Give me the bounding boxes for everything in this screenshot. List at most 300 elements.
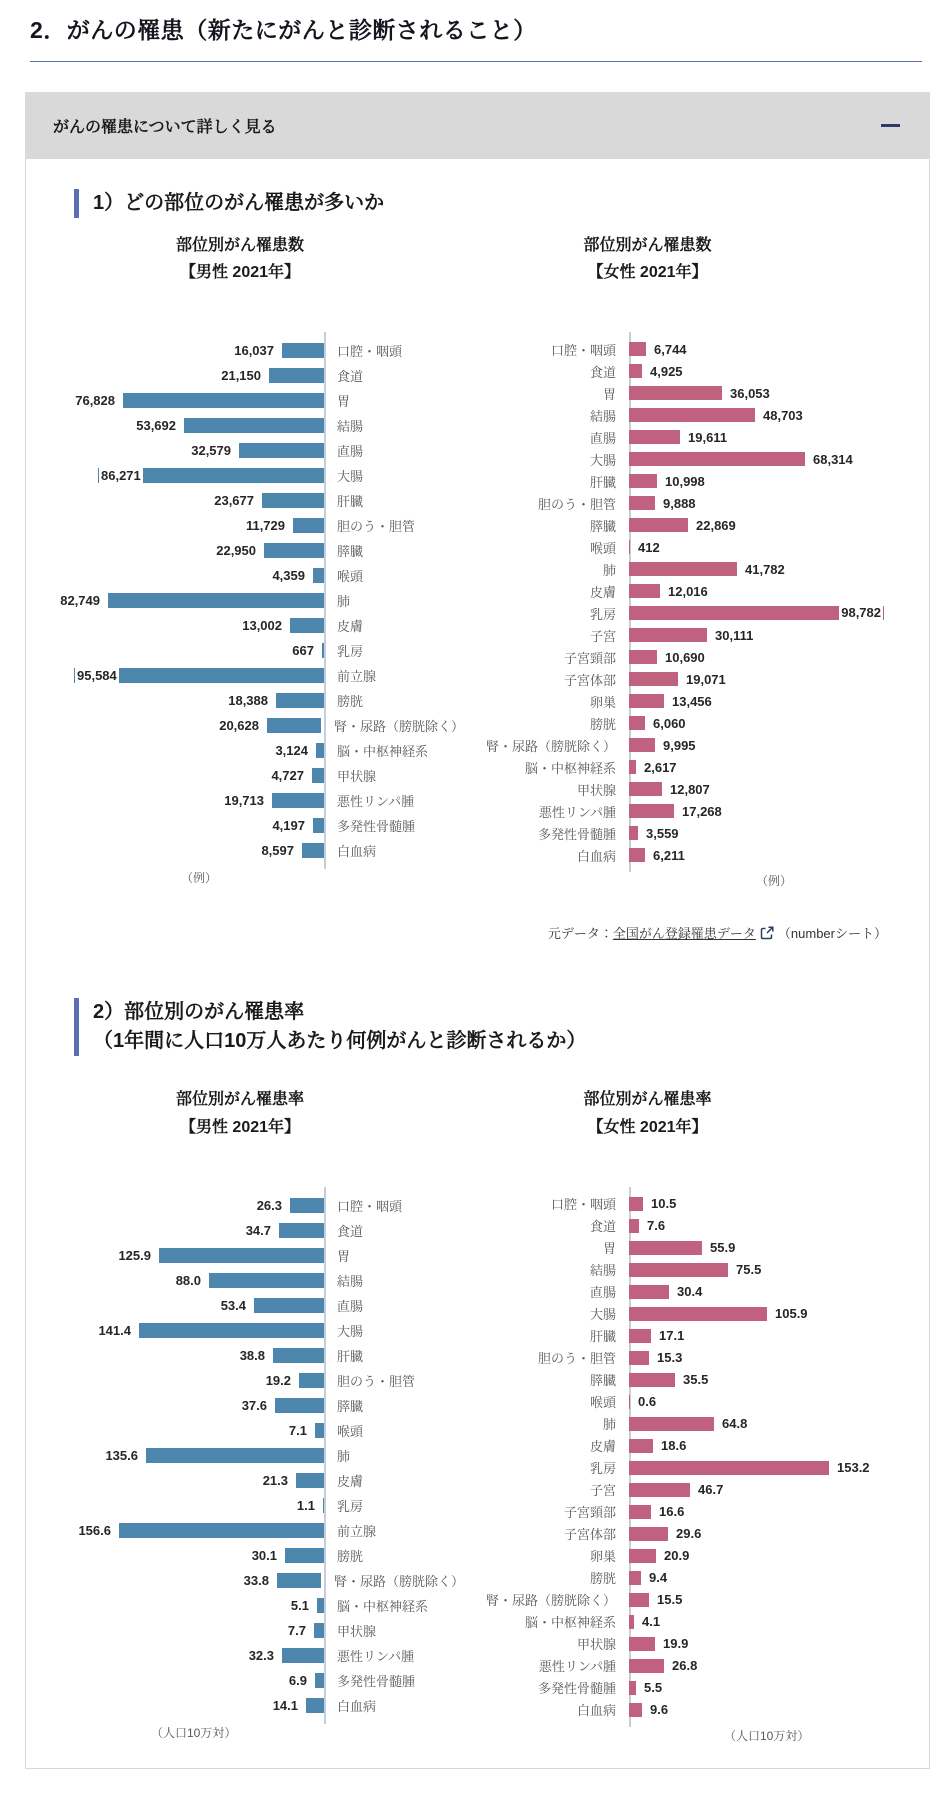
bar-row (56, 688, 464, 713)
bar-plot-zone (56, 718, 321, 733)
bar-plot-zone (56, 1598, 324, 1613)
bar-category-label: 食道 (337, 369, 364, 385)
bar-category-label: 膀胱 (337, 1548, 364, 1564)
bar-category-label: 白血病 (576, 1703, 616, 1719)
bar-plot-zone (629, 782, 710, 797)
bar-category-label: 肝臓 (589, 1329, 616, 1345)
bar-plot-zone (56, 1573, 321, 1588)
bar-value-label: 95,584 (77, 667, 117, 683)
bar-category-label: 胃 (602, 386, 616, 402)
bar-row (56, 1668, 464, 1693)
bar-row (56, 1618, 464, 1643)
bar-category-label: 喉頭 (589, 1395, 616, 1411)
bar-value-label: 156.6 (78, 1522, 111, 1538)
bar (275, 1398, 324, 1413)
bar-row (464, 1325, 901, 1347)
bar-category-label: 大腸 (337, 1323, 364, 1339)
female-rate-chart-title (464, 1086, 901, 1140)
bar-category-label: 肝臓 (337, 494, 364, 510)
bar (629, 1483, 690, 1497)
bar-row (56, 1693, 464, 1718)
bar-category-label: 口腔・咽頭 (337, 344, 403, 360)
bar-plot-zone (629, 364, 683, 379)
bar-value-label: 4,359 (272, 568, 305, 584)
bar-row (56, 1218, 464, 1243)
bar-category-label: 大腸 (589, 452, 616, 468)
collapse-minus-icon[interactable] (881, 124, 900, 127)
bar (629, 1461, 829, 1475)
bar-plot-zone (629, 386, 770, 401)
bar-plot-zone (56, 468, 324, 483)
bar-plot-zone (629, 1636, 688, 1651)
bar-category-label: 悪性リンパ腫 (337, 1648, 415, 1664)
bar-row (56, 338, 464, 363)
bar-row (56, 388, 464, 413)
bar-category-label: 喉頭 (337, 1423, 364, 1439)
count-charts-grid (56, 232, 901, 889)
bar-row (464, 734, 901, 756)
bar-value-label: 4,197 (272, 818, 305, 834)
bar-row (464, 360, 901, 382)
bar (629, 1615, 634, 1629)
bar (302, 843, 324, 858)
bar (629, 540, 630, 554)
bar-plot-zone (629, 694, 712, 709)
bar-value-label: 33.8 (243, 1572, 269, 1588)
bar-plot-zone (56, 1523, 324, 1538)
bar-value-label: 53,692 (136, 418, 176, 434)
chart-female-rate (464, 1193, 901, 1721)
bar-row (464, 426, 901, 448)
bar-plot-zone (56, 1498, 324, 1513)
bar-value-label: 6,060 (653, 715, 686, 731)
bar-value-label: 8,597 (261, 843, 294, 859)
bar-row (464, 778, 901, 800)
bar-category-label: 肝臓 (589, 474, 616, 490)
bar (629, 1637, 655, 1651)
bar-plot-zone (629, 1680, 662, 1695)
bar (629, 496, 655, 510)
bar-category-label: 結腸 (337, 1273, 364, 1289)
bar-value-label: 9,888 (663, 495, 696, 511)
bar-row (464, 1457, 901, 1479)
male-rate-column (56, 1086, 464, 1743)
bar-value-label: 6,211 (653, 847, 685, 863)
bar-value-label: 26.3 (256, 1197, 282, 1213)
bar-value-label: 3,559 (646, 825, 679, 841)
bar-value-label: 14.1 (272, 1697, 298, 1713)
bar-plot-zone (629, 650, 705, 665)
bar-row (56, 488, 464, 513)
rate-charts-grid (56, 1086, 901, 1743)
bar-category-label: 食道 (337, 1223, 364, 1239)
bar-value-label: 10.5 (651, 1196, 677, 1212)
bar (98, 468, 324, 483)
bar-value-label: 5.1 (290, 1597, 309, 1613)
bar-value-label: 68,314 (813, 451, 853, 467)
bar-row (56, 1243, 464, 1268)
bar (629, 364, 642, 378)
bar-row (464, 1259, 901, 1281)
bar-plot-zone (629, 474, 705, 489)
bar-plot-zone (629, 1262, 761, 1277)
bar (323, 1498, 324, 1513)
bar (629, 716, 645, 730)
bar (629, 518, 688, 532)
bar-category-label: 胃 (602, 1241, 616, 1257)
bar (74, 668, 324, 683)
bar-value-label: 55.9 (710, 1240, 736, 1256)
bar-row (464, 646, 901, 668)
bar-row (56, 763, 464, 788)
bar-plot-zone (56, 818, 324, 833)
bar (629, 1219, 639, 1233)
bar-row (464, 448, 901, 470)
bar-plot-zone (629, 1306, 808, 1321)
bar-plot-zone (629, 452, 853, 467)
bar-row (56, 1193, 464, 1218)
bar-row (464, 580, 901, 602)
bar-category-label: 胆のう・胆管 (337, 519, 416, 535)
bar-value-label: 34.7 (245, 1222, 271, 1238)
bar-row (464, 1369, 901, 1391)
bar-category-label: 前立腺 (337, 669, 377, 685)
bar-value-label: 76,828 (75, 393, 115, 409)
bar-plot-zone (56, 843, 324, 858)
bar-category-label: 白血病 (576, 848, 616, 864)
bar-plot-zone (629, 1614, 660, 1629)
bar-category-label: 肺 (602, 1417, 616, 1433)
bar-row (464, 712, 901, 734)
page-title: 2．がんの罹患（新たにがんと診断されること） (30, 17, 537, 43)
bar-row (464, 1193, 901, 1215)
bar-plot-zone (56, 668, 324, 683)
bar-row (464, 558, 901, 580)
bar-value-label: 125.9 (118, 1247, 151, 1263)
bar-category-label: 多発性骨髄腫 (537, 826, 616, 842)
bar-plot-zone (629, 430, 727, 445)
bar-category-label: 脳・中枢神経系 (337, 744, 429, 760)
bar-category-label: 皮膚 (337, 619, 364, 635)
bar-plot-zone (56, 518, 324, 533)
bar-value-label: 9.6 (650, 1702, 669, 1718)
bar-category-label: 悪性リンパ腫 (538, 804, 616, 820)
bar-plot-zone (56, 1473, 324, 1488)
bar-category-label: 喉頭 (589, 540, 616, 556)
bar-value-label: 16,037 (234, 343, 274, 359)
external-link-icon (760, 926, 774, 940)
bar-row (464, 1281, 901, 1303)
bar-row (56, 1418, 464, 1443)
bar-value-label: 26.8 (672, 1658, 698, 1674)
bar-plot-zone (56, 393, 324, 408)
bar-value-label: 17.1 (659, 1328, 685, 1344)
axis-line (324, 1187, 326, 1724)
bar-row (56, 1593, 464, 1618)
bar-value-label: 17,268 (682, 803, 722, 819)
bar (629, 804, 674, 818)
bar-value-label: 20,628 (219, 718, 259, 734)
bar-value-label: 30.4 (677, 1284, 703, 1300)
bar-plot-zone (629, 540, 660, 555)
bar-row (56, 588, 464, 613)
bar (629, 606, 884, 620)
bar-value-label: 88.0 (175, 1272, 201, 1288)
bar (239, 443, 324, 458)
bar-plot-zone (629, 1284, 702, 1299)
bar-value-label: 82,749 (60, 593, 100, 609)
bar-category-label: 乳房 (337, 644, 364, 660)
bar (306, 1698, 324, 1713)
bar-row (56, 1293, 464, 1318)
bar-value-label: 18.6 (661, 1438, 687, 1454)
bar-row (56, 738, 464, 763)
bar-row (464, 1699, 901, 1721)
bar (312, 768, 324, 783)
female-rate-title-line1: 部位別がん罹患率 (583, 1091, 712, 1109)
bar-category-label: 卵巣 (589, 1549, 616, 1565)
bar-value-label: 105.9 (775, 1306, 808, 1322)
female-count-chart-title (464, 232, 901, 286)
bar (123, 393, 324, 408)
bar-category-label: 食道 (589, 1219, 616, 1235)
bar-category-label: 子宮体部 (563, 1527, 616, 1543)
bar-plot-zone (629, 672, 726, 687)
bar-row (464, 1347, 901, 1369)
bar-value-label: 7.6 (647, 1218, 666, 1234)
bar-value-label: 12,016 (668, 583, 708, 599)
bar (313, 568, 324, 583)
bar-value-label: 7.1 (288, 1422, 307, 1438)
bar-value-label: 75.5 (736, 1262, 762, 1278)
bar-value-label: 22,869 (696, 517, 736, 533)
bar-category-label: 口腔・咽頭 (550, 342, 616, 358)
bar-plot-zone (629, 1416, 747, 1431)
bar-category-label: 腎・尿路（膀胱除く） (333, 719, 464, 735)
female-count-unit-label: （例） (756, 874, 793, 889)
bar-plot-zone (629, 1658, 697, 1673)
male-count-title-line1: 部位別がん罹患数 (175, 237, 304, 254)
bar (272, 793, 324, 808)
male-rate-title-line2: 【男性 2021年】 (179, 1118, 301, 1136)
bar-plot-zone (629, 826, 679, 841)
bar-value-label: 6,744 (654, 341, 687, 357)
bar (262, 493, 324, 508)
bar (629, 628, 707, 642)
bar-value-label: 46.7 (698, 1482, 724, 1498)
male-count-chart-title (56, 232, 464, 286)
bar (629, 584, 660, 598)
bar-category-label: 甲状腺 (576, 1637, 616, 1653)
male-count-unit-label: （例） (181, 871, 218, 886)
bar-value-label: 86,271 (101, 467, 141, 483)
bar-value-label: 0.6 (638, 1394, 657, 1410)
bar (629, 430, 680, 444)
bar-category-label: 子宮頸部 (563, 650, 616, 666)
bar (629, 738, 655, 752)
bar-row (464, 800, 901, 822)
bar (282, 343, 324, 358)
bar-row (464, 338, 901, 360)
bar-value-label: 19,713 (224, 793, 264, 809)
source-link[interactable]: 全国がん登録罹患データ (612, 926, 756, 942)
female-rate-title-line2: 【女性 2021年】 (587, 1118, 708, 1136)
bar-value-label: 7.7 (287, 1622, 306, 1638)
bar (276, 693, 324, 708)
bar (285, 1548, 324, 1563)
bar (146, 1448, 324, 1463)
bar (629, 1307, 767, 1321)
bar-value-label: 35.5 (683, 1372, 709, 1388)
bar (629, 1549, 656, 1563)
bar (629, 760, 636, 774)
bar-category-label: 膵臓 (589, 1373, 616, 1389)
accordion-panel (25, 92, 930, 1769)
bar-plot-zone (56, 1373, 324, 1388)
bar-row (56, 1568, 464, 1593)
bar (254, 1298, 324, 1313)
bar-plot-zone (56, 793, 324, 808)
bar-plot-zone (629, 804, 722, 819)
bar-plot-zone (56, 1673, 324, 1688)
section2-heading (74, 998, 901, 1056)
bar-row (56, 638, 464, 663)
bar-row (56, 413, 464, 438)
bar-category-label: 胆のう・胆管 (337, 1373, 416, 1389)
bar-value-label: 15.3 (657, 1350, 683, 1366)
bar-plot-zone (56, 1273, 324, 1288)
bar-row (56, 1493, 464, 1518)
bar-value-label: 32.3 (248, 1647, 274, 1663)
bar (316, 743, 324, 758)
bar (296, 1473, 324, 1488)
bar-value-label: 19.2 (265, 1372, 291, 1388)
bar (629, 1329, 651, 1343)
bar-row (56, 1393, 464, 1418)
bar-value-label: 64.8 (722, 1416, 748, 1432)
bar-plot-zone (56, 1198, 324, 1213)
bar-category-label: 胃 (337, 394, 351, 410)
bar-category-label: 膀胱 (589, 716, 616, 732)
bar-row (464, 404, 901, 426)
bar-row (56, 838, 464, 863)
bar-row (56, 463, 464, 488)
bar (119, 1523, 324, 1538)
bar-plot-zone (56, 1248, 324, 1263)
bar-category-label: 膵臓 (589, 518, 616, 534)
bar-category-label: 乳房 (589, 1461, 616, 1477)
bar-plot-zone (56, 1698, 324, 1713)
bar (629, 1417, 714, 1431)
bar-plot-zone (629, 1218, 665, 1233)
bar-plot-zone (56, 1348, 324, 1363)
bar-category-label: 甲状腺 (337, 769, 377, 785)
bar-category-label: 肺 (337, 1448, 351, 1464)
bar-row (464, 1589, 901, 1611)
bar-row (56, 1543, 464, 1568)
bar (629, 1505, 651, 1519)
bar-value-label: 30,111 (715, 627, 754, 643)
bar-row (464, 1677, 901, 1699)
bar-value-label: 19.9 (663, 1636, 689, 1652)
bar-plot-zone (629, 408, 803, 423)
bar (629, 1241, 702, 1255)
bar (273, 1348, 324, 1363)
bar-category-label: 直腸 (337, 1298, 364, 1314)
bar-value-label: 6.9 (288, 1672, 307, 1688)
bar-row (464, 822, 901, 844)
bar-row (56, 1643, 464, 1668)
bar-value-label: 4.1 (642, 1614, 661, 1630)
bar-category-label: 胆のう・胆管 (537, 1351, 616, 1367)
bar-plot-zone (629, 1328, 684, 1343)
bar-plot-zone (56, 543, 324, 558)
bar-row (464, 668, 901, 690)
bar (159, 1248, 324, 1263)
bar-category-label: 口腔・咽頭 (550, 1197, 616, 1213)
bar (629, 562, 737, 576)
axis-line (324, 332, 326, 869)
female-rate-unit-label: （人口10万対） (724, 1728, 810, 1743)
bar-category-label: 子宮頸部 (563, 1505, 616, 1521)
bar-row (464, 382, 901, 404)
female-rate-column (464, 1086, 901, 1743)
bar (267, 718, 321, 733)
bar-value-label: 4,727 (271, 768, 304, 784)
bar-plot-zone (56, 1323, 324, 1338)
chart-male-rate (56, 1193, 464, 1718)
bar-plot-zone (56, 1548, 324, 1563)
bar (108, 593, 324, 608)
bar-plot-zone (56, 1448, 324, 1463)
bar-plot-zone (629, 716, 686, 731)
title-divider (30, 61, 922, 62)
bar-row (464, 1611, 901, 1633)
bar-value-label: 667 (292, 643, 314, 659)
bar (279, 1223, 324, 1238)
bar-category-label: 肺 (337, 594, 351, 610)
bar (629, 1593, 649, 1607)
bar-category-label: 腎・尿路（膀胱除く） (333, 1573, 464, 1589)
male-rate-chart-title (56, 1086, 464, 1140)
bar-row (56, 1468, 464, 1493)
chart-female-count (464, 338, 901, 866)
bar-category-label: 多発性骨髄腫 (537, 1681, 616, 1697)
bar-value-label: 15.5 (657, 1592, 683, 1608)
bar-plot-zone (629, 760, 677, 775)
male-count-column (56, 232, 464, 889)
bar-value-label: 153.2 (837, 1460, 870, 1476)
bar-value-label: 9.4 (649, 1570, 668, 1586)
bar-row (56, 1268, 464, 1293)
bar-plot-zone (629, 628, 753, 643)
bar-row (464, 1545, 901, 1567)
male-rate-unit-label: （人口10万対） (151, 1725, 237, 1740)
female-count-title-line1: 部位別がん罹患数 (583, 237, 712, 254)
accordion-header[interactable] (25, 92, 930, 159)
bar-category-label: 悪性リンパ腫 (337, 794, 415, 810)
bar-category-label: 結腸 (589, 408, 616, 424)
bar (629, 1527, 668, 1541)
bar (629, 1373, 675, 1387)
bar-plot-zone (56, 418, 324, 433)
bar-value-label: 19,611 (688, 429, 728, 445)
bar-row (56, 813, 464, 838)
bar-category-label: 多発性骨髄腫 (337, 1673, 416, 1689)
bar (629, 474, 657, 488)
bar-value-label: 9,995 (663, 737, 696, 753)
bar-value-label: 4,925 (650, 363, 683, 379)
